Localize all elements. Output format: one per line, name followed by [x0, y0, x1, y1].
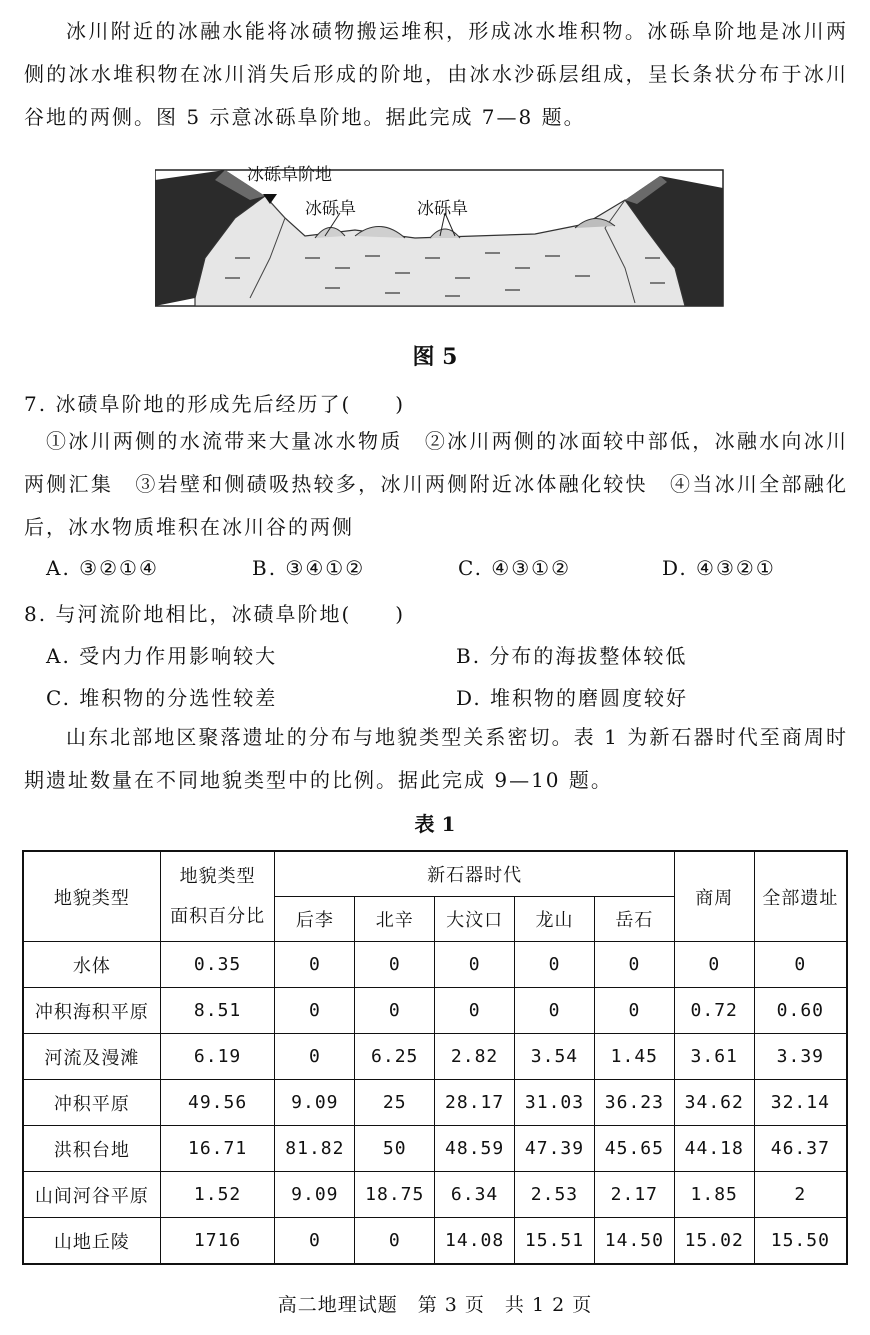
- table-cell: 0: [275, 988, 355, 1034]
- table-row: [23, 1218, 847, 1265]
- table-cell: 0.60: [754, 988, 847, 1034]
- table-cell: 0: [435, 942, 515, 988]
- table-cell: 2.82: [435, 1034, 515, 1080]
- row-landform-name: 山间河谷平原: [23, 1172, 160, 1218]
- table-cell: 2.53: [515, 1172, 595, 1218]
- q7-option-d: D. ④③②①: [662, 556, 776, 580]
- landform-site-table: [22, 850, 848, 1265]
- table-cell: 14.50: [594, 1218, 674, 1265]
- row-landform-name: 冲积平原: [23, 1080, 160, 1126]
- table-cell: 0: [594, 942, 674, 988]
- table-row: [23, 1034, 847, 1080]
- row-landform-name: 河流及漫滩: [23, 1034, 160, 1080]
- glacial-valley-illustration: [155, 158, 725, 308]
- table-cell: 15.02: [674, 1218, 754, 1265]
- table-cell: 0: [754, 942, 847, 988]
- table-cell: 49.56: [160, 1080, 275, 1126]
- table-cell: 50: [355, 1126, 435, 1172]
- table-cell: 0: [275, 1034, 355, 1080]
- table-cell: 0: [275, 942, 355, 988]
- table-cell: 1716: [160, 1218, 275, 1265]
- table-cell: 6.34: [435, 1172, 515, 1218]
- table-cell: 0: [355, 1218, 435, 1265]
- table-cell: 44.18: [674, 1126, 754, 1172]
- table-cell: 3.39: [754, 1034, 847, 1080]
- q8-stem: 8. 与河流阶地相比，冰碛阜阶地( ): [24, 602, 406, 626]
- table-cell: 0: [515, 988, 595, 1034]
- table-cell: 0: [355, 988, 435, 1034]
- header-landform-type: 地貌类型: [23, 851, 160, 942]
- table-cell: 1.85: [674, 1172, 754, 1218]
- header-all-sites: 全部遗址: [754, 851, 847, 942]
- table-cell: 1.45: [594, 1034, 674, 1080]
- intro-paragraph-glacier: 冰川附近的冰融水能将冰碛物搬运堆积，形成冰水堆积物。冰砾阜阶地是冰川两侧的冰水堆积物在冰川消失后形成的阶地，由冰水沙砾层组成，呈长条状分布于冰川谷地的两侧。图 5 示意冰砾阜阶地。据此完成 7—8 题。: [24, 19, 848, 129]
- table-caption: 表 1: [414, 812, 456, 836]
- table-cell: 0.35: [160, 942, 275, 988]
- table-cell: 15.50: [754, 1218, 847, 1265]
- table-cell: 9.09: [275, 1172, 355, 1218]
- table-cell: 28.17: [435, 1080, 515, 1126]
- table-cell: 0.72: [674, 988, 754, 1034]
- q8-option-d: D. 堆积物的磨圆度较好: [456, 686, 689, 710]
- kame-terrace-diagram: [155, 158, 725, 308]
- q7-statements: ①冰川两侧的水流带来大量冰水物质 ②冰川两侧的冰面较中部低，冰融水向冰川两侧汇集 ③岩壁和侧碛吸热较多，冰川两侧附近冰体融化较快 ④当冰川全部融化后，冰水物质堆积在冰川谷的两侧: [24, 429, 848, 539]
- row-landform-name: 冲积海积平原: [23, 988, 160, 1034]
- q8-option-c: C. 堆积物的分选性较差: [46, 686, 278, 710]
- label-kame-terrace: 冰砾阜阶地: [247, 165, 332, 185]
- table-cell: 45.65: [594, 1126, 674, 1172]
- table-cell: 16.71: [160, 1126, 275, 1172]
- table-body: [23, 942, 847, 1265]
- header-period-yueshi: 岳石: [594, 897, 674, 942]
- q8-option-a: A. 受内力作用影响较大: [46, 644, 278, 668]
- label-kame-right: 冰砾阜: [417, 199, 468, 219]
- row-landform-name: 山地丘陵: [23, 1218, 160, 1265]
- table-cell: 0: [515, 942, 595, 988]
- intro-paragraph-settlements: 山东北部地区聚落遗址的分布与地貌类型关系密切。表 1 为新石器时代至商周时期遗址数量在不同地貌类型中的比例。据此完成 9—10 题。: [24, 725, 848, 792]
- header-period-houli: 后李: [275, 897, 355, 942]
- table-cell: 6.25: [355, 1034, 435, 1080]
- label-kame-left: 冰砾阜: [305, 199, 356, 219]
- table-row: [23, 942, 847, 988]
- header-area-line2: 面积百分比: [170, 905, 266, 927]
- header-shang-zhou: 商周: [674, 851, 754, 942]
- q7-stem: 7. 冰碛阜阶地的形成先后经历了( ): [24, 392, 406, 416]
- table-cell: 36.23: [594, 1080, 674, 1126]
- table-cell: 0: [435, 988, 515, 1034]
- table-cell: 6.19: [160, 1034, 275, 1080]
- table-cell: 32.14: [754, 1080, 847, 1126]
- table-cell: 2.17: [594, 1172, 674, 1218]
- table-cell: 18.75: [355, 1172, 435, 1218]
- table-cell: 2: [754, 1172, 847, 1218]
- table-cell: 46.37: [754, 1126, 847, 1172]
- q8-option-b: B. 分布的海拔整体较低: [456, 644, 688, 668]
- figure-caption: 图 5: [412, 344, 458, 370]
- table-cell: 14.08: [435, 1218, 515, 1265]
- row-landform-name: 洪积台地: [23, 1126, 160, 1172]
- table-cell: 31.03: [515, 1080, 595, 1126]
- header-area-percent: [160, 851, 275, 942]
- page-footer: 高二地理试题 第 3 页 共 1 2 页: [277, 1294, 593, 1316]
- header-period-longshan: 龙山: [515, 897, 595, 942]
- table-row: [23, 1080, 847, 1126]
- table-cell: 0: [355, 942, 435, 988]
- table-cell: 8.51: [160, 988, 275, 1034]
- table-cell: 48.59: [435, 1126, 515, 1172]
- table-cell: 0: [594, 988, 674, 1034]
- q7-option-b: B. ③④①②: [252, 556, 366, 580]
- header-neolithic: 新石器时代: [275, 851, 674, 897]
- table-cell: 15.51: [515, 1218, 595, 1265]
- row-landform-name: 水体: [23, 942, 160, 988]
- table-cell: 0: [275, 1218, 355, 1265]
- table-cell: 0: [674, 942, 754, 988]
- table-cell: 9.09: [275, 1080, 355, 1126]
- table-cell: 3.54: [515, 1034, 595, 1080]
- q7-option-a: A. ③②①④: [46, 556, 159, 580]
- table-cell: 25: [355, 1080, 435, 1126]
- q7-option-c: C. ④③①②: [458, 556, 572, 580]
- table-cell: 47.39: [515, 1126, 595, 1172]
- table-cell: 81.82: [275, 1126, 355, 1172]
- table-cell: 3.61: [674, 1034, 754, 1080]
- table-row: [23, 1126, 847, 1172]
- table-row: [23, 988, 847, 1034]
- header-period-dawenkou: 大汶口: [435, 897, 515, 942]
- table-row: [23, 1172, 847, 1218]
- table-cell: 34.62: [674, 1080, 754, 1126]
- table-cell: 1.52: [160, 1172, 275, 1218]
- header-area-line1: 地貌类型: [179, 865, 256, 887]
- header-period-beixin: 北辛: [355, 897, 435, 942]
